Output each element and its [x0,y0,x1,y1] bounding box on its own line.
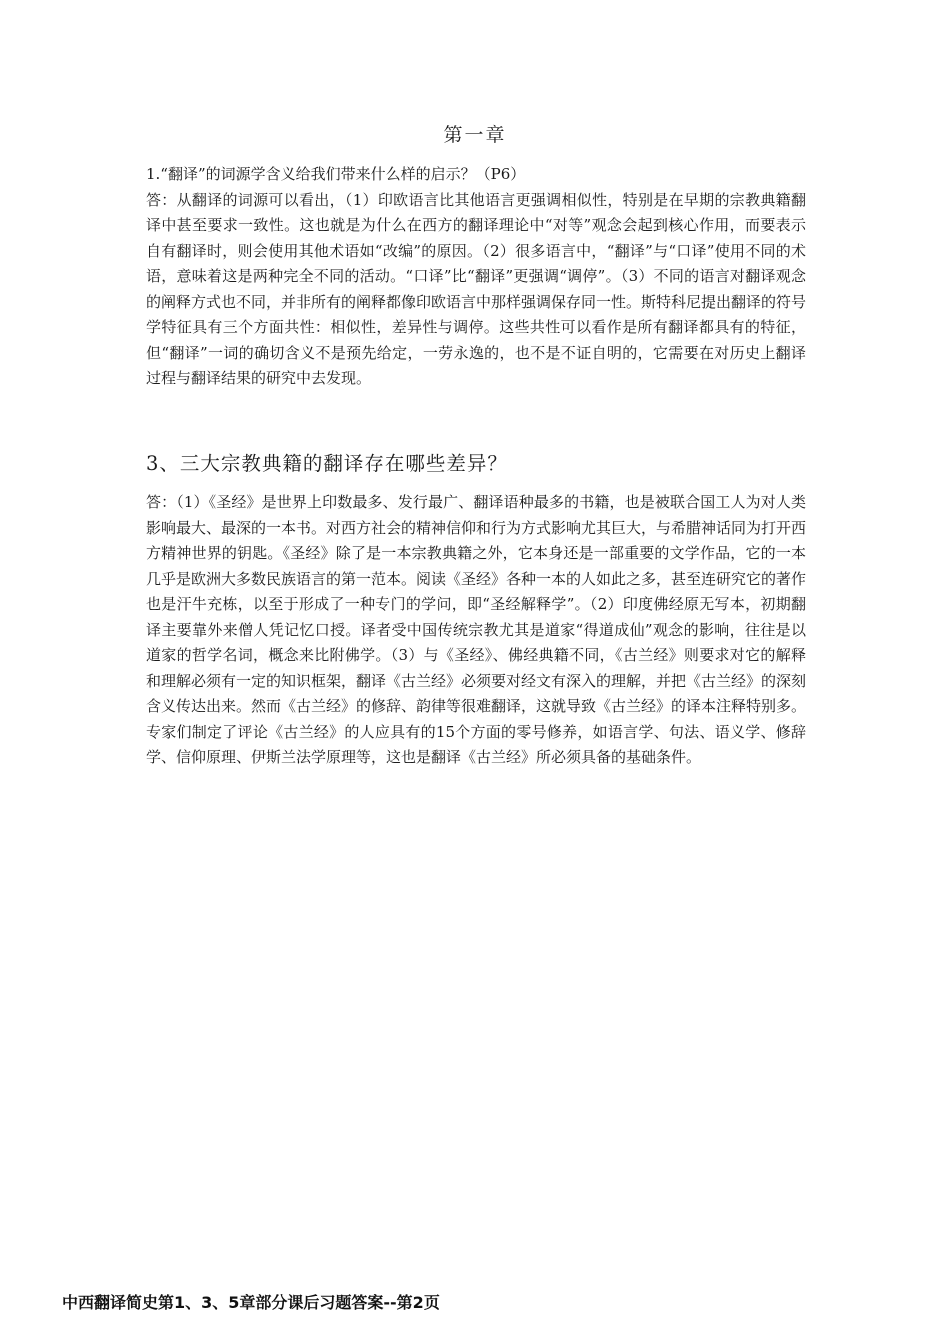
question-1-block [146,162,806,392]
question-3-answer: 答：（1）《圣经》是世界上印数最多、发行最广、翻译语种最多的书籍，也是被联合国工人为对人类影响最大、最深的一本书。对西方社会的精神信仰和行为方式影响尤其巨大，与希腊神话同为打开西方精神世界的钥匙。《圣经》除了是一本宗教典籍之外，它本身还是一部重要的文学作品，它的一本几乎是欧洲大多数民族语言的第一范本。阅读《圣经》各种一本的人如此之多，甚至连研究它的著作也是汗牛充栋，以至于形成了一种专门的学问，即“圣经解释学”。（2）印度佛经原无写本，初期翻译主要靠外来僧人凭记忆口授。译者受中国传统宗教尤其是道家“得道成仙”观念的影响，往往是以道家的哲学名词，概念来比附佛学。（3）与《圣经》、佛经典籍不同，《古兰经》则要求对它的解释和理解必须有一定的知识框架，翻译《古兰经》必须要对经文有深入的理解，并把《古兰经》的深刻含义传达出来。然而《古兰经》的修辞、韵律等很难翻译，这就导致《古兰经》的译本注释特别多。专家们制定了评论《古兰经》的人应具有的15个方面的零号修养，如语言学、句法、语义学、修辞学、信仰原理、伊斯兰法学原理等，这也是翻译《古兰经》所必须具备的基础条件。 [146,493,807,766]
chapter-title: 第一章 [443,124,507,146]
page-footer: 中西翻译简史第1、3、5章部分课后习题答案--第2页 [62,1293,440,1312]
question-1-text: 1.“翻译”的词源学含义给我们带来什么样的启示？（P6） [146,165,526,183]
question-1-answer: 答：从翻译的词源可以看出，（1）印欧语言比其他语言更强调相似性，特别是在早期的宗教典籍翻译中甚至要求一致性。这也就是为什么在西方的翻译理论中“对等”观念会起到核心作用，而要表示自有翻译时，则会使用其他术语如“改编”的原因。（2）很多语言中，“翻译”与“口译”使用不同的术语，意味着这是两种完全不同的活动。“口译”比“翻译”更强调“调停”。（3）不同的语言对翻译观念的阐释方式也不同，并非所有的阐释都像印欧语言中那样强调保存同一性。斯特科尼提出翻译的符号学特征具有三个方面共性：相似性，差异性与调停。这些共性可以看作是所有翻译都具有的特征，但“翻译”一词的确切含义不是预先给定，一劳永逸的，也不是不证自明的，它需要在对历史上翻译过程与翻译结果的研究中去发现。 [146,190,807,387]
question-3-heading: 3、三大宗教典籍的翻译存在哪些差异？ [146,452,508,475]
question-3-block [146,490,806,771]
